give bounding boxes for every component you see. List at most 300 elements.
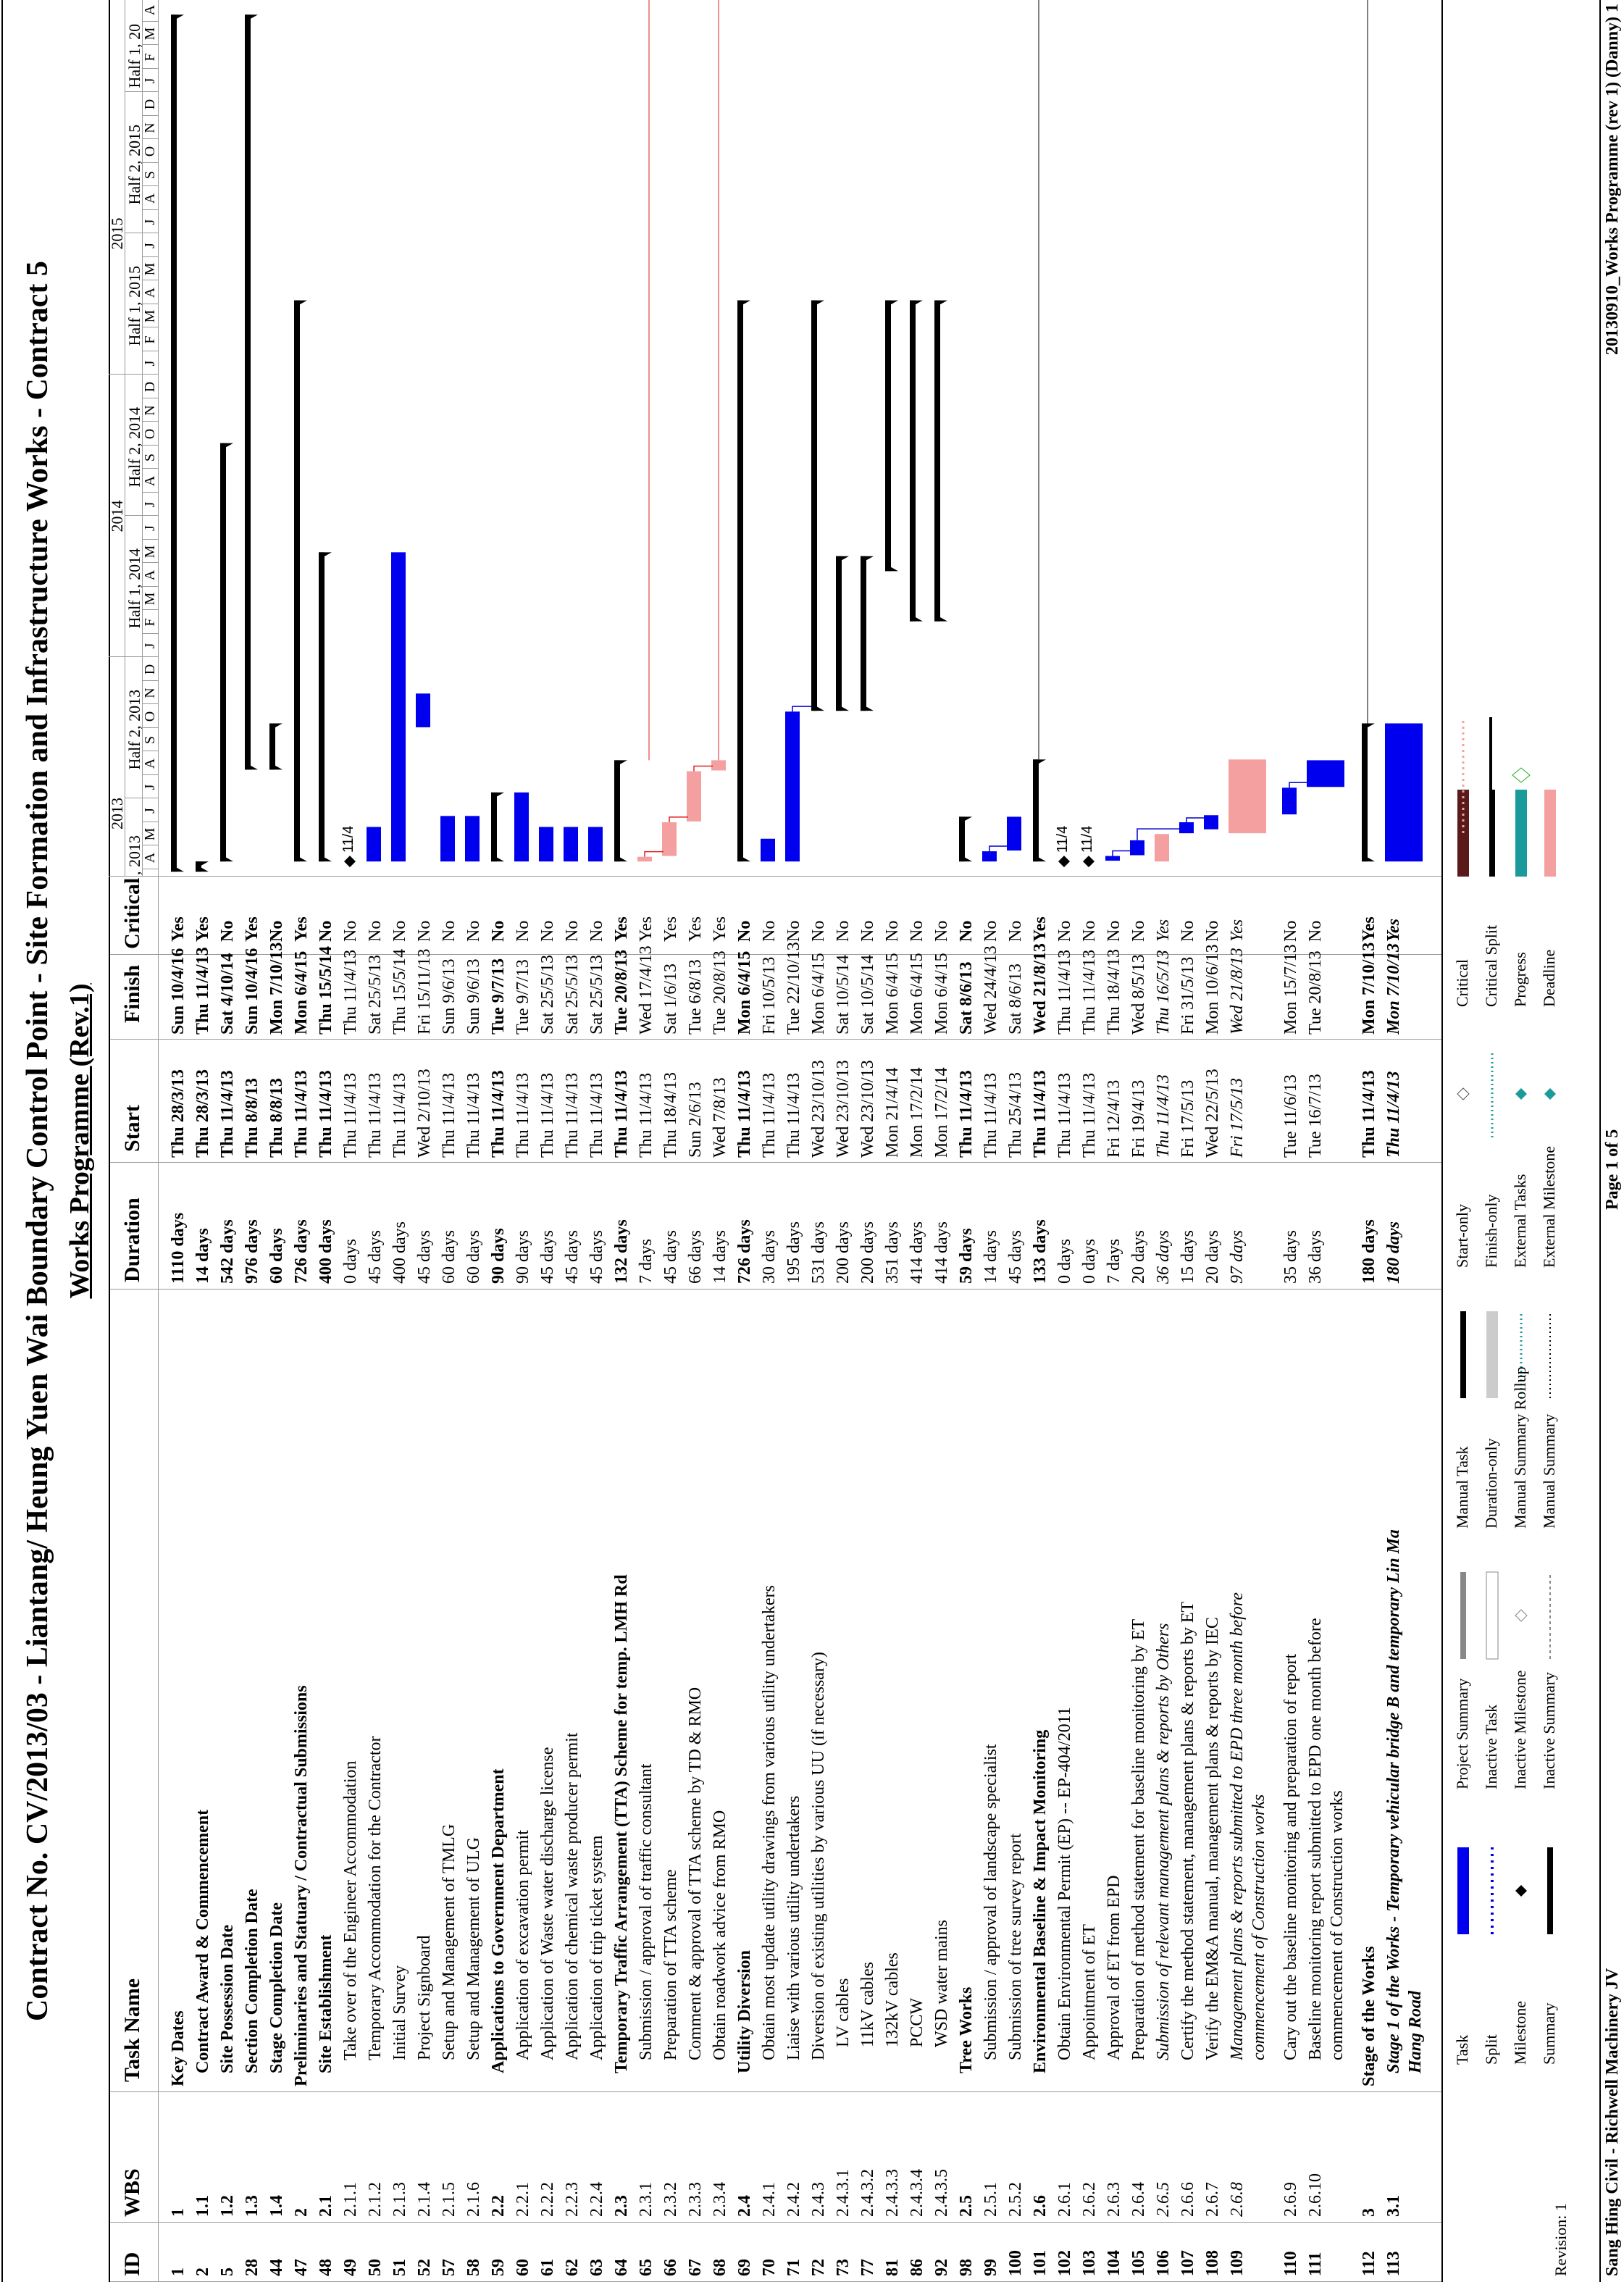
task-start: Thu 11/4/13 (341, 1072, 360, 1158)
task-name: Stage Completion Date (267, 1902, 286, 2073)
summary-cap-end (1033, 759, 1046, 766)
task-duration: 200 days (858, 1221, 877, 1284)
task-duration: 14 days (981, 1230, 1000, 1284)
table-row[interactable] (265, 877, 290, 2282)
legend-item-label: Progress (1511, 952, 1529, 1007)
legend-start-only-swatch (1457, 1088, 1469, 1100)
task-id: 69 (735, 2259, 754, 2276)
task-bar (785, 711, 800, 861)
col-header-critical: Critical (120, 877, 144, 949)
task-finish: Sat 25/5/13 (563, 954, 582, 1035)
summary-bar (491, 793, 497, 861)
task-bar (588, 827, 603, 862)
task-name: Appointment of ET (1080, 1924, 1099, 2060)
task-duration: 60 days (267, 1228, 286, 1284)
task-start: Thu 28/3/13 (169, 1069, 188, 1158)
timescale-month: M (142, 545, 158, 559)
task-start: Thu 28/3/13 (193, 1069, 212, 1158)
timescale-month: A (142, 287, 158, 298)
table-row[interactable] (561, 877, 585, 2282)
task-id: 98 (957, 2259, 976, 2276)
table-row[interactable] (216, 877, 240, 2282)
task-critical: Yes (612, 916, 631, 942)
task-duration: 45 days (587, 1230, 606, 1284)
task-wbs: 2.5 (957, 2195, 976, 2217)
task-duration: 35 days (1281, 1230, 1300, 1284)
legend-item-label: External Tasks (1511, 1174, 1529, 1268)
task-wbs: 2.6.4 (1129, 2182, 1148, 2217)
task-name: Application of chemical waste producer permit (563, 1732, 582, 2060)
table-row[interactable] (1176, 877, 1201, 2282)
legend-external-tasks-swatch (1515, 1088, 1527, 1100)
table-row[interactable] (979, 877, 1004, 2282)
task-finish: Thu 15/5/14 (390, 949, 409, 1035)
gantt-bars (109, 0, 1434, 877)
table-row[interactable] (290, 877, 314, 2282)
task-duration: 20 days (1129, 1230, 1148, 1284)
legend-item-label: Manual Summary Rollup (1511, 1366, 1529, 1529)
table-row[interactable] (1152, 877, 1176, 2282)
task-finish: Thu 11/4/13 (341, 949, 360, 1035)
table-row[interactable] (167, 877, 191, 2282)
task-id: 68 (711, 2259, 729, 2276)
task-critical: No (538, 920, 557, 942)
summary-bar (1362, 724, 1368, 862)
task-id: 64 (612, 2259, 631, 2276)
timescale-month: J (142, 784, 158, 790)
task-wbs: 2.6.7 (1203, 2182, 1222, 2217)
summary-bar (245, 14, 251, 769)
task-duration: 0 days (1080, 1239, 1099, 1284)
task-name: 132kV cables (883, 1952, 902, 2047)
table-row[interactable] (1004, 877, 1029, 2282)
footer-contractor: Sang Hing Civil - Richwell Machinery JV (1603, 1968, 1622, 2276)
task-id: 113 (1384, 2251, 1403, 2276)
task-finish: Sun 9/6/13 (440, 958, 459, 1035)
legend-progress-swatch (1515, 790, 1527, 877)
task-start: Fri 17/5/13 (1228, 1077, 1247, 1158)
task-name: Site Possession Date (218, 1924, 237, 2073)
task-critical: Yes (637, 916, 656, 942)
table-row[interactable] (1357, 877, 1382, 2282)
task-finish: Sat 25/5/13 (366, 954, 385, 1035)
task-wbs: 3.1 (1384, 2195, 1403, 2217)
timescale-month: A (142, 475, 158, 487)
table-row[interactable] (487, 877, 511, 2282)
task-id: 57 (440, 2259, 459, 2276)
task-id: 2 (193, 2268, 212, 2276)
table-row[interactable] (1201, 877, 1226, 2282)
task-start: Thu 11/4/13 (563, 1072, 582, 1158)
task-critical: No (981, 920, 1000, 942)
table-row[interactable] (733, 877, 758, 2282)
task-bar (687, 772, 701, 822)
gantt-chart (109, 0, 1434, 877)
legend-item-label: Manual Task (1453, 1446, 1471, 1529)
legend-external-milestone-swatch (1544, 1088, 1556, 1100)
task-critical: No (267, 920, 286, 942)
task-start: Thu 11/4/13 (1154, 1074, 1173, 1158)
table-row[interactable] (1053, 877, 1078, 2282)
task-bar (416, 693, 430, 727)
task-id: 77 (858, 2259, 877, 2276)
timescale-month: D (142, 664, 158, 675)
task-duration: 97 days (1228, 1230, 1247, 1284)
table-row[interactable] (314, 877, 339, 2282)
task-finish: Thu 15/5/14 (317, 945, 335, 1035)
table-row[interactable] (1382, 877, 1431, 2282)
table-row[interactable] (807, 877, 832, 2282)
task-finish: Tue 20/8/13 (1306, 950, 1325, 1035)
timescale-month: S (142, 170, 158, 180)
legend-milestone-swatch (1515, 1885, 1527, 1897)
task-start: Wed 22/5/13 (1203, 1069, 1222, 1158)
task-critical: No (464, 920, 483, 942)
table-row[interactable] (388, 877, 413, 2282)
task-critical: No (390, 920, 409, 942)
table-row[interactable] (1127, 877, 1152, 2282)
task-start: Thu 18/4/13 (661, 1072, 680, 1158)
task-id: 110 (1281, 2251, 1300, 2276)
task-finish: Mon 7/10/13 (1360, 942, 1378, 1035)
legend-item-label: Milestone (1511, 2001, 1529, 2065)
task-name-continued: commencement of Construction works (1250, 1794, 1268, 2060)
task-id: 72 (809, 2259, 828, 2276)
timescale-month: F (142, 618, 158, 627)
task-start: Thu 11/4/13 (464, 1072, 483, 1158)
task-bar (1385, 724, 1423, 862)
timescale-month: N (142, 405, 158, 416)
table-row[interactable] (955, 877, 979, 2282)
table-row[interactable] (881, 877, 905, 2282)
legend-item-label: External Milestone (1540, 1145, 1558, 1268)
table-row[interactable] (240, 877, 265, 2282)
milestone-mark (1058, 856, 1070, 867)
table-row[interactable] (585, 877, 610, 2282)
timescale-month: A (142, 4, 158, 16)
timescale-month: J (142, 243, 158, 248)
timescale-half: Half 2, 2014 (125, 406, 143, 488)
task-finish: Fri 10/5/13 (760, 956, 779, 1035)
task-id: 59 (489, 2259, 508, 2276)
task-start: Thu 11/4/13 (390, 1072, 409, 1158)
table-row[interactable] (511, 877, 536, 2282)
task-name: Tree Works (957, 1986, 976, 2073)
table-row[interactable] (1304, 877, 1353, 2282)
task-bar (1307, 760, 1344, 787)
task-bar (711, 760, 726, 770)
task-duration: 45 days (415, 1230, 434, 1284)
task-duration: 60 days (440, 1230, 459, 1284)
table-row[interactable] (1102, 877, 1127, 2282)
task-finish: Mon 7/10/13 (267, 942, 286, 1035)
task-finish: Tue 20/8/13 (711, 950, 729, 1035)
page-title: Contract No. CV/2013/03 - Liantang/ Heung Yuen Wai Boundary Control Point - Site Formation and Infrastructure Works - Contract 5 (21, 261, 54, 2021)
task-critical: No (317, 920, 335, 942)
task-wbs: 2.3.3 (686, 2182, 705, 2217)
legend-extra-progress (1489, 717, 1492, 833)
table-row[interactable] (782, 877, 807, 2282)
col-header-task-name: Task Name (120, 1978, 144, 2082)
legend-item-label: Split (1482, 2034, 1500, 2065)
legend-deadline-swatch (1544, 790, 1556, 877)
task-finish: Wed 21/8/13 (1031, 943, 1050, 1035)
task-name: Cary out the baseline monitoring and preparation of report (1281, 1653, 1300, 2060)
task-bar (1007, 816, 1021, 850)
task-wbs: 2.6.2 (1080, 2182, 1099, 2217)
task-wbs: 2.2.2 (538, 2182, 557, 2217)
task-duration: 726 days (735, 1219, 754, 1284)
summary-cap-end (294, 301, 307, 308)
footer-filename: 20130910_Works Programme (rev 1) (Danny) 1 (1603, 3, 1622, 355)
summary-cap-start (811, 703, 824, 711)
task-critical: Yes (1228, 919, 1247, 942)
timescale-month: A (142, 193, 158, 204)
table-row[interactable] (635, 877, 659, 2282)
table-row[interactable] (413, 877, 438, 2282)
timescale-month: D (142, 381, 158, 393)
task-id: 67 (686, 2259, 705, 2276)
task-bar (1155, 834, 1169, 861)
task-critical: No (760, 920, 779, 942)
task-critical: No (218, 920, 237, 942)
task-duration: 15 days (1179, 1230, 1197, 1284)
task-finish: Sun 10/4/16 (243, 948, 261, 1035)
task-duration: 45 days (366, 1230, 385, 1284)
task-name: Certify the method statement, management plans & reports by ET (1179, 1601, 1197, 2060)
table-row[interactable] (832, 877, 856, 2282)
task-finish: Mon 10/6/13 (1203, 944, 1222, 1035)
top-rule (1, 0, 3, 2282)
task-id: 62 (563, 2259, 582, 2276)
task-name: Preliminaries and Statuary / Contractual Submissions (292, 1685, 311, 2086)
timescale-month: M (142, 27, 158, 41)
task-name: Key Dates (169, 2010, 188, 2086)
table-row[interactable] (684, 877, 708, 2282)
task-id: 66 (661, 2259, 680, 2276)
task-wbs: 2.4.3.4 (908, 2169, 926, 2217)
task-critical: Yes (243, 916, 261, 942)
task-wbs: 2.3.1 (637, 2182, 656, 2217)
task-name: Stage 1 of the Works - Temporary vehicular bridge B and temporary Lin Ma (1384, 1529, 1403, 2073)
summary-cap-start (171, 864, 184, 872)
col-header-start: Start (120, 1105, 144, 1152)
task-wbs: 1.2 (218, 2195, 237, 2217)
task-name: Site Establishment (317, 1934, 335, 2073)
task-duration: 60 days (464, 1230, 483, 1284)
task-id: 111 (1306, 2252, 1325, 2276)
legend-item-label: Summary (1540, 2002, 1558, 2065)
task-name: Application of trip ticket system (587, 1835, 606, 2060)
table-row[interactable] (364, 877, 388, 2282)
table-row[interactable] (339, 877, 364, 2282)
task-duration: 400 days (390, 1221, 409, 1284)
task-critical: No (341, 920, 360, 942)
task-name: 11kV cables (858, 1962, 877, 2047)
timescale-month: J (142, 808, 158, 814)
task-critical: Yes (169, 916, 188, 942)
task-wbs: 1.4 (267, 2195, 286, 2217)
summary-cap-end (171, 14, 184, 22)
task-id: 50 (366, 2259, 385, 2276)
task-start: Thu 11/4/13 (1360, 1070, 1378, 1158)
task-duration: 200 days (834, 1221, 853, 1284)
table-row[interactable] (536, 877, 561, 2282)
task-wbs: 2.6.5 (1154, 2182, 1173, 2217)
dependency-link (1289, 782, 1308, 787)
table-row[interactable] (1226, 877, 1275, 2282)
timescale-half-prefix: , 2013 (125, 835, 143, 875)
task-id: 63 (587, 2259, 606, 2276)
task-duration: 14 days (711, 1230, 729, 1284)
task-name: Application of excavation permit (514, 1830, 532, 2060)
task-finish: Tue 9/7/13 (514, 959, 532, 1035)
task-start: Thu 11/4/13 (637, 1072, 656, 1158)
timescale-month: O (142, 711, 158, 722)
task-name: Preparation of TTA scheme (661, 1869, 680, 2060)
task-name: Project Signboard (415, 1935, 434, 2060)
timescale-month: M (142, 827, 158, 841)
task-critical: No (735, 920, 754, 942)
summary-cap-end (1362, 724, 1375, 731)
task-bar (982, 851, 997, 861)
task-start: Thu 11/4/13 (1080, 1072, 1099, 1158)
task-name: Applications to Government Department (489, 1768, 508, 2073)
task-wbs: 2.1.2 (366, 2182, 385, 2217)
task-finish: Thu 11/4/13 (1080, 949, 1099, 1035)
task-duration: 90 days (489, 1228, 508, 1284)
task-finish: Sat 1/6/13 (661, 963, 680, 1035)
table-row[interactable] (462, 877, 487, 2282)
task-name: Liaise with various utility undertakers (784, 1795, 803, 2060)
table-row[interactable] (758, 877, 782, 2282)
legend-extra-deadline (1512, 768, 1530, 782)
task-name: Submission of relevant management plans & reports by Others (1154, 1623, 1173, 2060)
summary-bar (811, 301, 817, 711)
task-name: Environmental Baseline & Impact Monitoring (1031, 1729, 1050, 2073)
task-id: 108 (1203, 2250, 1222, 2276)
task-finish: Tue 9/7/13 (489, 958, 508, 1035)
dependency-link (1186, 818, 1205, 822)
task-start: Thu 11/4/13 (489, 1070, 508, 1158)
summary-bar (614, 760, 620, 861)
timescale-year: 2015 (108, 217, 126, 250)
task-start: Thu 11/4/13 (292, 1070, 311, 1158)
task-duration: 14 days (193, 1228, 212, 1284)
revision-label: Revision: 1 (1552, 2203, 1570, 2276)
task-finish: Mon 6/4/15 (908, 953, 926, 1035)
table-row[interactable] (191, 877, 216, 2282)
task-id: 28 (243, 2259, 261, 2276)
timescale-month: J (142, 643, 158, 649)
task-finish: Wed 21/8/13 (1228, 948, 1247, 1035)
task-name: Application of Waste water discharge license (538, 1747, 557, 2060)
task-duration: 45 days (661, 1230, 680, 1284)
summary-bar (269, 724, 275, 770)
task-id: 65 (637, 2259, 656, 2276)
legend-item-label: Start-only (1453, 1204, 1471, 1268)
task-critical: No (1281, 920, 1300, 942)
task-bar (539, 827, 553, 862)
task-bar (514, 793, 529, 861)
task-duration: 414 days (908, 1221, 926, 1284)
task-name: Diversion of existing utilities by various UU (if necessary) (809, 1652, 828, 2060)
task-duration: 542 days (218, 1219, 237, 1284)
timescale-month: A (142, 852, 158, 864)
task-duration: 36 days (1306, 1230, 1325, 1284)
table-row[interactable] (1078, 877, 1102, 2282)
task-id: 112 (1360, 2251, 1378, 2276)
task-finish: Thu 11/4/13 (1055, 949, 1074, 1035)
table-row[interactable] (1279, 877, 1304, 2282)
task-id: 73 (834, 2259, 853, 2276)
col-header-finish: Finish (120, 964, 144, 1023)
milestone-mark (1083, 856, 1094, 867)
task-wbs: 1 (169, 2208, 188, 2217)
task-id: 106 (1154, 2250, 1173, 2276)
timescale-month: J (142, 78, 158, 84)
task-name-continued: commencement of Construction works (1328, 1790, 1347, 2060)
task-id: 44 (267, 2259, 286, 2276)
task-bar (637, 857, 652, 862)
task-duration: 133 days (1031, 1219, 1050, 1284)
table-row[interactable] (856, 877, 881, 2282)
task-duration: 726 days (292, 1219, 311, 1284)
task-finish: Thu 11/4/13 (193, 947, 212, 1035)
task-wbs: 2.5.1 (981, 2182, 1000, 2217)
task-name: Submission of tree survey report (1006, 1833, 1025, 2060)
task-id: 81 (883, 2259, 902, 2276)
legend-item-label: Critical (1453, 959, 1471, 1007)
summary-cap-end (861, 556, 874, 564)
task-name: Utility Diversion (735, 1950, 754, 2073)
task-duration: 195 days (784, 1221, 803, 1284)
task-wbs: 2.6.3 (1105, 2182, 1123, 2217)
timescale-month: S (142, 453, 158, 462)
task-duration: 45 days (563, 1230, 582, 1284)
task-start: Thu 11/4/13 (957, 1070, 976, 1158)
task-critical: No (908, 920, 926, 942)
table-row[interactable] (905, 877, 930, 2282)
legend-item-label: Manual Summary (1540, 1413, 1558, 1529)
table-row[interactable] (930, 877, 955, 2282)
task-name: Obtain most update utility drawings from various utility undertakers (760, 1585, 779, 2060)
table-row[interactable] (1029, 877, 1053, 2282)
col-header-wbs: WBS (120, 2168, 144, 2217)
task-finish: Sat 10/5/14 (834, 954, 853, 1035)
task-name: LV cables (834, 1978, 853, 2047)
task-bar (564, 827, 578, 862)
table-row[interactable] (659, 877, 684, 2282)
task-id: 105 (1129, 2250, 1148, 2276)
milestone-label: 11/4 (1079, 825, 1095, 853)
table-row[interactable] (438, 877, 462, 2282)
task-id: 61 (538, 2259, 557, 2276)
dependency-link (694, 766, 713, 772)
task-finish: Fri 15/11/13 (415, 948, 434, 1035)
table-row[interactable] (610, 877, 635, 2282)
task-start: Thu 11/4/13 (1384, 1071, 1403, 1158)
dependency-link (1113, 851, 1131, 856)
task-name: Setup and Management of TMLG (440, 1823, 459, 2060)
task-critical: No (440, 920, 459, 942)
table-row[interactable] (708, 877, 733, 2282)
task-finish: Mon 6/4/15 (932, 953, 951, 1035)
task-wbs: 2.1 (317, 2195, 335, 2217)
summary-bar (1033, 759, 1039, 861)
timescale-year: 2014 (108, 500, 126, 532)
task-finish: Mon 6/4/15 (883, 953, 902, 1035)
